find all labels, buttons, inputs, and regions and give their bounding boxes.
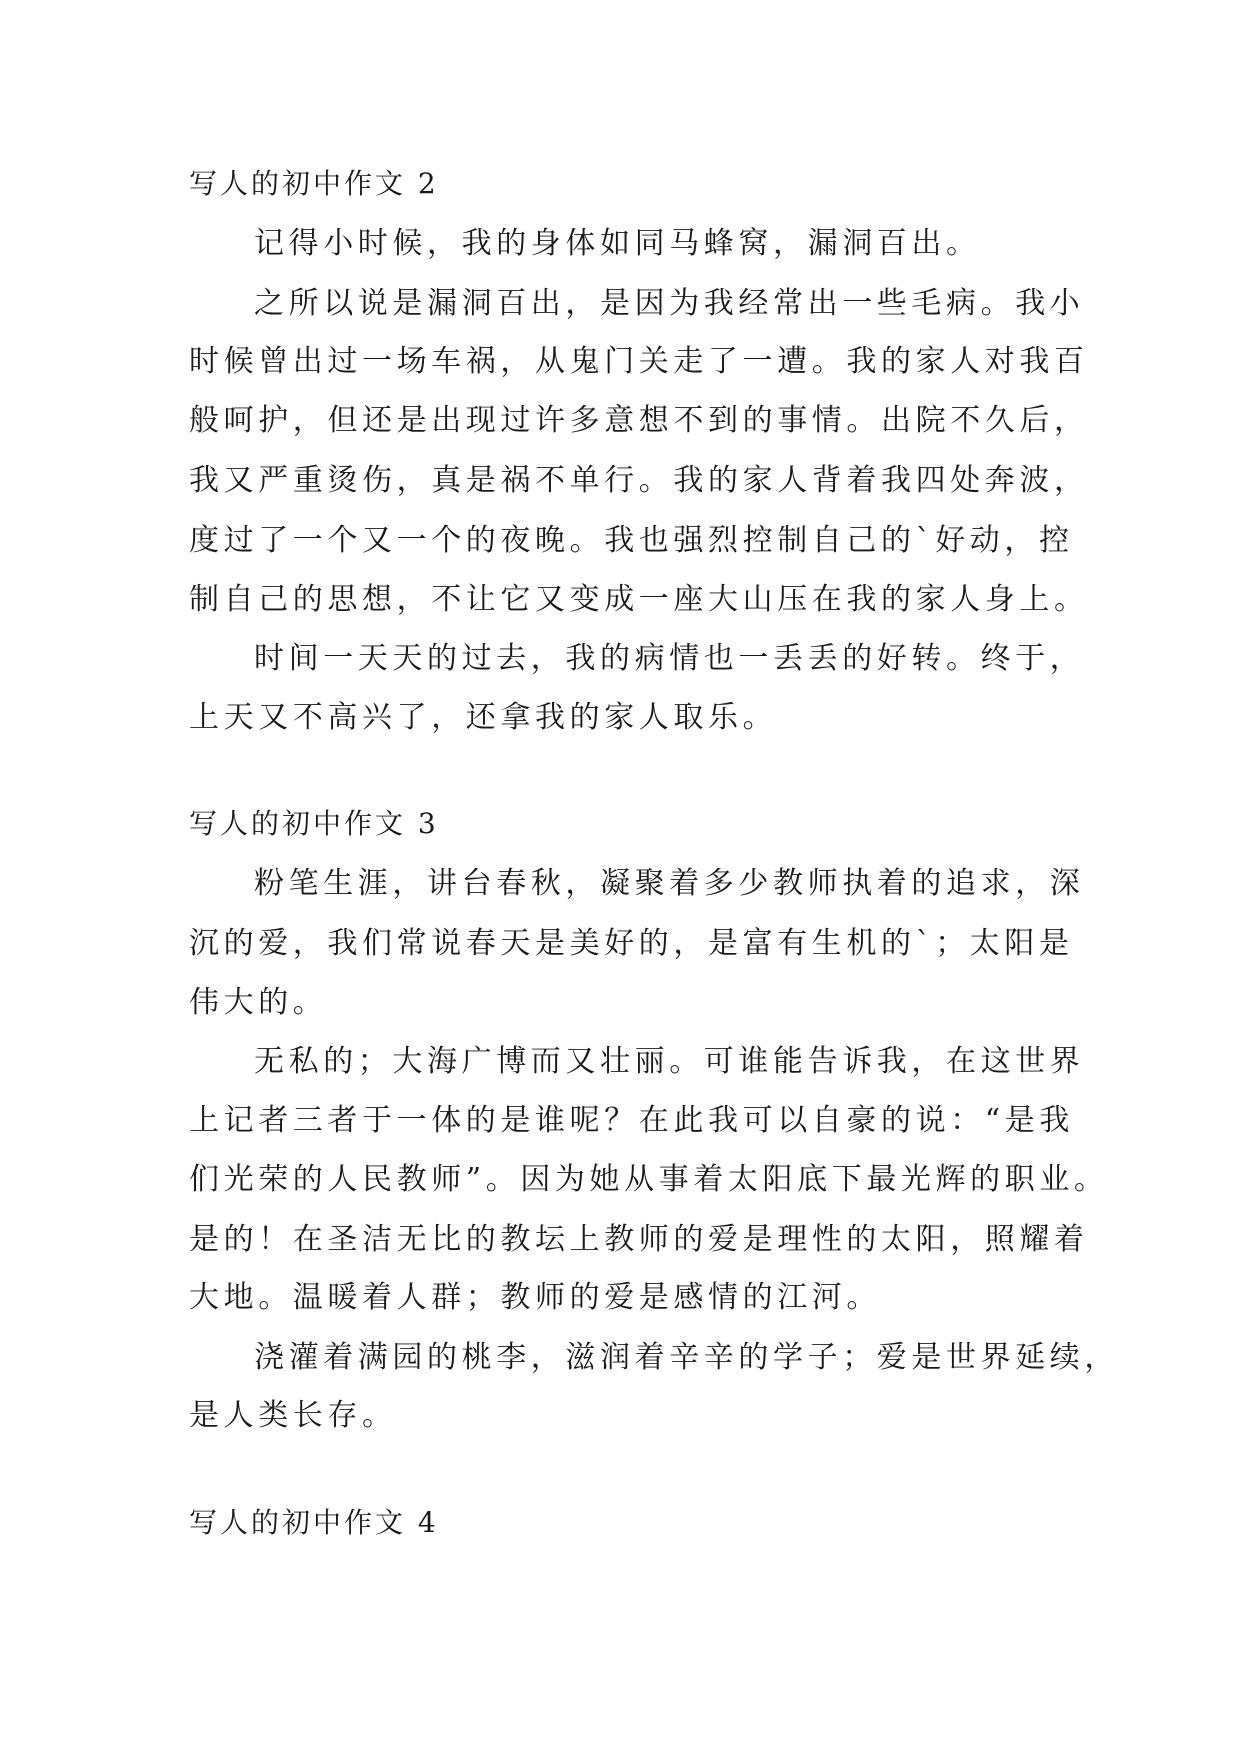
paragraph-line: 无私的；大海广博而又壮丽。可谁能告诉我，在这世界 bbox=[254, 1044, 1085, 1079]
paragraph-line: 粉笔生涯，讲台春秋，凝聚着多少教师执着的追求，深 bbox=[254, 866, 1085, 901]
paragraph-line: 度过了一个又一个的夜晚。我也强烈控制自己的`好动，控 bbox=[189, 523, 1074, 558]
section-heading: 写人的初中作文 4 bbox=[189, 1506, 439, 1539]
paragraph-line: 我又严重烫伤，真是祸不单行。我的家人背着我四处奔波， bbox=[189, 463, 1089, 498]
section-heading: 写人的初中作文 2 bbox=[189, 167, 439, 200]
paragraph-line: 时间一天天的过去，我的病情也一丢丢的好转。终于， bbox=[254, 641, 1085, 676]
paragraph-line: 是人类长存。 bbox=[189, 1398, 397, 1433]
paragraph-line: 沉的爱，我们常说春天是美好的，是富有生机的`；太阳是 bbox=[189, 926, 1074, 961]
paragraph-line: 时候曾出过一场车祸，从鬼门关走了一遭。我的家人对我百 bbox=[189, 344, 1089, 379]
paragraph-line: 制自己的思想，不让它又变成一座大山压在我的家人身上。 bbox=[189, 582, 1089, 617]
paragraph-line: 般呵护，但还是出现过许多意想不到的事情。出院不久后， bbox=[189, 403, 1089, 438]
paragraph-line: 伟大的。 bbox=[189, 985, 328, 1020]
paragraph-line: 们光荣的人民教师”。因为她从事着太阳底下最光辉的职业。 bbox=[189, 1162, 1109, 1197]
section-heading: 写人的初中作文 3 bbox=[189, 807, 439, 840]
paragraph-line: 浇灌着满园的桃李，滋润着辛辛的学子；爱是世界延续， bbox=[254, 1340, 1119, 1375]
paragraph-line: 大地。温暖着人群；教师的爱是感情的江河。 bbox=[189, 1280, 881, 1315]
paragraph-line: 上记者三者于一体的是谁呢？在此我可以自豪的说：“是我 bbox=[189, 1103, 1074, 1138]
paragraph-line: 上天又不高兴了，还拿我的家人取乐。 bbox=[189, 700, 778, 735]
paragraph-line: 记得小时候，我的身体如同马蜂窝，漏洞百出。 bbox=[254, 226, 981, 261]
paragraph-line: 之所以说是漏洞百出，是因为我经常出一些毛病。我小 bbox=[254, 286, 1085, 321]
paragraph-line: 是的！在圣洁无比的教坛上教师的爱是理性的太阳，照耀着 bbox=[189, 1222, 1089, 1257]
